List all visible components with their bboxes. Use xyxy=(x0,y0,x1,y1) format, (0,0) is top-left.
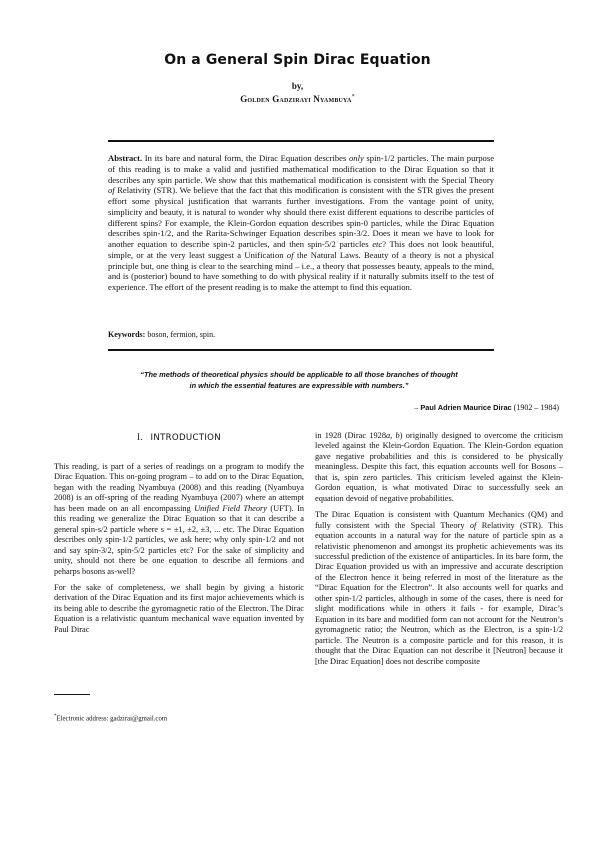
abstract-text: the Natural Laws. Beauty of a theory is not a physical principle but, one thing is clear to the searching mind – i.e., a theory that possesses beauty, appeals to the mind, and is (posterior) bound to have something to do with physical reality if it naturally submits itself to the test of experience. The effort of the present reading is to make the attempt to find this equation. xyxy=(108,249,494,292)
section-heading-introduction xyxy=(54,432,304,443)
epigraph-attribution xyxy=(414,403,559,412)
keywords-text: boson, fermion, spin. xyxy=(145,330,216,339)
left-column xyxy=(54,462,304,641)
paragraph xyxy=(54,462,304,577)
keywords xyxy=(108,330,494,339)
abstract-text: In its bare and natural form, the Dirac Equation describes xyxy=(142,153,349,163)
right-column xyxy=(315,431,563,673)
abstract xyxy=(108,153,494,293)
paragraph-text: The Dirac Equation is consistent with Quantum Mechanics (QM) and fully consistent with the Special Theory xyxy=(315,510,563,530)
paragraph-text: in 1928 (Dirac 1928 xyxy=(315,431,386,440)
keywords-label: Keywords: xyxy=(108,330,146,339)
footnote-mark: * xyxy=(54,714,57,719)
footnote-rule xyxy=(54,694,90,695)
footnote xyxy=(54,714,167,722)
byline: by, xyxy=(291,81,304,91)
footnote-text: Electronic address: gadzirai@gmail.com xyxy=(56,715,168,723)
author-name xyxy=(0,94,595,104)
abstract-emphasis: of xyxy=(108,185,115,196)
paragraph-emphasis: Unified Field Theory xyxy=(194,503,267,513)
section-number: I. xyxy=(137,432,143,442)
epigraph-line: in which the essential features are expressible with numbers.” xyxy=(189,381,409,390)
abstract-text: spin-1/2 particles. The main purpose of this reading is to make a valid and justified mathematical modification to the Dirac Equation so that it describes any spin particle. We show that this mathematical modification is consistent with the Special Theory xyxy=(108,153,495,185)
epigraph-quote xyxy=(110,369,488,391)
attribution-dash: – xyxy=(414,403,421,412)
attribution-name: Paul Adrien Maurice Dirac xyxy=(420,403,512,412)
abstract-bottom-rule xyxy=(108,349,494,351)
paragraph-emphasis: a, b xyxy=(386,431,400,440)
abstract-label: Abstract. xyxy=(108,153,143,163)
epigraph-line: “The methods of theoretical physics should be applicable to all those branches of thought xyxy=(140,370,458,379)
paragraph-text: ) originally designed to overcome the criticism leveled against the Klein-Gordon Equation. The Klein-Gordon equation gave negative probabilities and this is considered to be physically meaningless. Despite this fact, this equation accounts well for Bosons – that is, spin zero particles. This criticism leveled against the Klein-Gordon equation, is what motivated Dirac to successfully seek an equation devoid of negative probabilities. xyxy=(315,431,563,503)
paragraph xyxy=(315,431,563,504)
paragraph-text: Relativity (STR). This equation accounts in a natural way for the nature of particle spin as a relativistic phenomenon and amongst its prophetic achievements was its successful prediction of the existence of antiparticles. In its bare form, the Dirac Equation provided us with an impressive and accurate description of the Electron hence it being referred in most of the literature as the “Dirac Equation for the Electron”. It also accounts well for quarks and other spin-1/2 particles, although in some of the cases, there is need for slight modifications while in others it fails - for example, Dirac’s Equation in its bare and modified form can not account for the Neutron’s gyromagnetic ratio; the Neutron, which as the Electron, is a spin-1/2 particle. The Neutron is a composite particle and for this reason, it is thought that the Dirac Equation can not describe it [Neutron] because it [the Dirac Equation] does not describe composite xyxy=(315,520,563,666)
attribution-years: (1902 – 1984) xyxy=(511,403,559,412)
abstract-text: ? This does not look beautiful, simple, or at the very least suggest a Unification xyxy=(108,239,494,260)
abstract-text: Relativity (STR). We believe that the fact that this modification is consistent with the STR gives the present effort some physical justification that warrants further investigations. From the vantage point of unity, simplicity and beauty, it is natural to wonder why should there exist different equations to describe particles of different spins? For example, the Klein-Gordon equation describes spin-0 particles, while the Dirac Equation describes spin-1/2, and the Rarita-Schwinger Equation describes spin-3/2. Does it mean we have to look for another equation to describe spin-2 particles, and then spin-5/2 particles xyxy=(108,185,494,249)
abstract-emphasis: of xyxy=(286,249,294,260)
paragraph: For the sake of completeness, we shall begin by giving a historic derivation of the Dirac Equation and its first major achievements which is its being able to describe the gyromagnetic ratio of the Electron. The Dirac Equation is a relativistic quantum mechanical wave equation invented by Paul Dirac xyxy=(54,582,304,634)
abstract-emphasis: etc xyxy=(372,239,383,249)
paragraph-text: This reading, is part of a series of readings on a program to modify the Dirac Equation. This on-going program – to add on to the Dirac Equation, began with the reading Nyambuya (2008) and this reading (Nyambuya 2008) is an off-spring of the reading Nyambuya (2007) where an attempt has been made on an all encompassing xyxy=(54,462,304,513)
paragraph-emphasis: of xyxy=(469,520,477,530)
abstract-top-rule xyxy=(108,140,494,142)
paragraph-text: (UFT). In this reading we generalize the Dirac Equation so that it can describe a general spin-s/2 particle where s = ±1, ±2, ±3, ... etc. The Dirac Equation describes only spin-1/2 particles, we ask here; why only spin-1/2 and not and say spin-3/2, spin-5/2 particles etc? For the sake of simplicity and unity, should not there be one equation to describe all fermions and peharps bosons as-well? xyxy=(54,503,305,576)
section-title: INTRODUCTION xyxy=(150,433,221,443)
paper-title: On a General Spin Dirac Equation xyxy=(164,52,431,68)
abstract-emphasis: only xyxy=(348,153,364,163)
paragraph xyxy=(315,510,563,667)
author-footnote-mark: * xyxy=(351,94,355,100)
author-text: Golden Gadzirayi Nyambuya xyxy=(240,94,352,104)
